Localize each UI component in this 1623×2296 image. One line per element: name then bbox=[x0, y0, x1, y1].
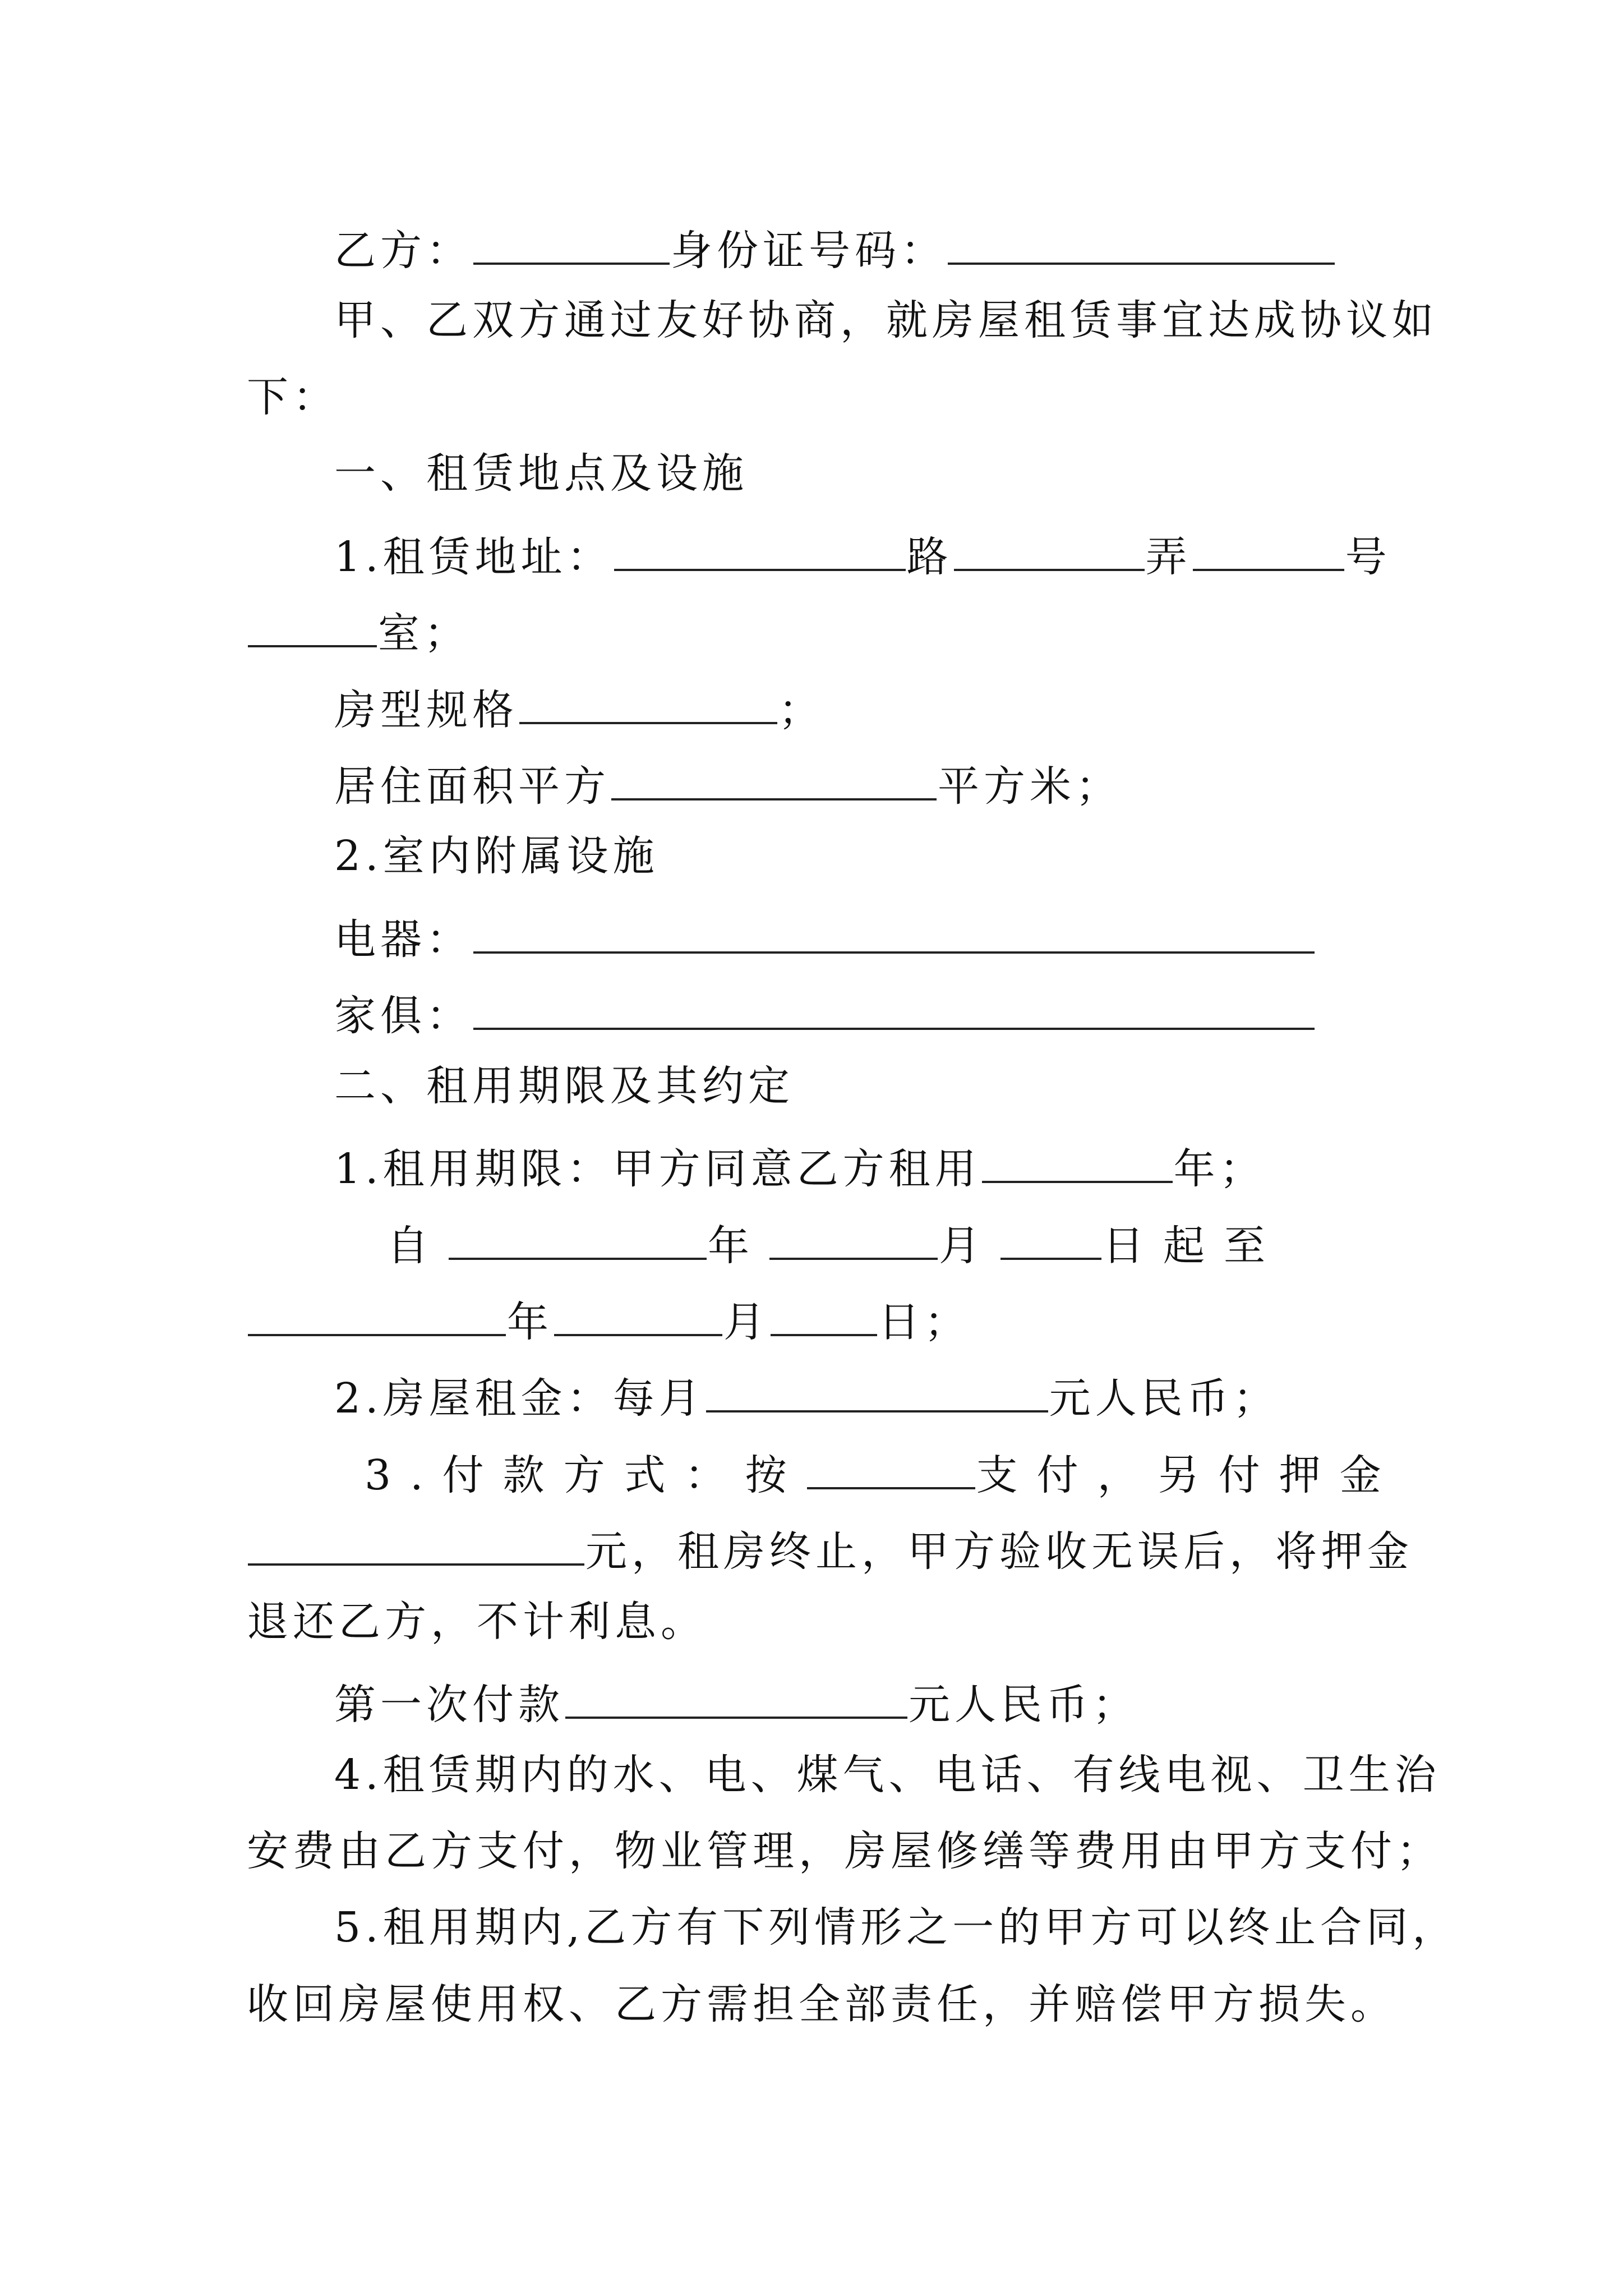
intro-line-1: 甲、乙双方通过友好协商，就房屋租赁事宜达成协议如 bbox=[334, 296, 1438, 344]
term-years-label: 年； bbox=[1173, 1145, 1266, 1193]
id-number-blank[interactable] bbox=[948, 223, 1335, 265]
clause-4-line-1: 4.租赁期内的水、电、煤气、电话、有线电视、卫生治 bbox=[334, 1751, 1441, 1799]
first-payment-label: 第一次付款 bbox=[334, 1681, 564, 1729]
facilities-heading: 2.室内附属设施 bbox=[334, 832, 659, 880]
section-2-heading: 二、租用期限及其约定 bbox=[334, 1062, 794, 1110]
section-1-heading: 一、租赁地点及设施 bbox=[334, 449, 748, 498]
payment-method-blank[interactable] bbox=[807, 1448, 975, 1489]
start-day-label: 日起至 bbox=[1103, 1222, 1284, 1270]
party-b-line bbox=[334, 223, 1336, 275]
start-year-blank[interactable] bbox=[449, 1218, 707, 1260]
deposit-line bbox=[247, 1524, 1413, 1576]
clause-5-line-1: 5.租用期内,乙方有下列情形之一的甲方可以终止合同， bbox=[334, 1903, 1459, 1952]
from-label: 自 bbox=[387, 1222, 448, 1270]
id-number-label: 身份证号码： bbox=[671, 227, 947, 275]
area-label: 居住面积平方 bbox=[334, 762, 610, 811]
start-day-blank[interactable] bbox=[1000, 1218, 1101, 1260]
end-year-label: 年 bbox=[507, 1298, 553, 1346]
room-type-line bbox=[334, 683, 824, 734]
payment-label: 3.付款方式：按 bbox=[365, 1451, 806, 1499]
number-label: 号 bbox=[1345, 533, 1391, 581]
party-b-name-blank[interactable] bbox=[473, 223, 670, 265]
furniture-line bbox=[334, 988, 1316, 1040]
start-year-label: 年 bbox=[708, 1222, 768, 1270]
deposit-amount-blank[interactable] bbox=[248, 1524, 584, 1566]
end-month-label: 月 bbox=[723, 1298, 769, 1346]
lane-blank[interactable] bbox=[954, 530, 1145, 571]
room-label: 室； bbox=[378, 609, 470, 657]
lane-label: 弄 bbox=[1145, 533, 1192, 581]
deposit-label: 支付，另付押金 bbox=[976, 1451, 1400, 1499]
clause-5-line-2: 收回房屋使用权、乙方需担全部责任，并赔偿甲方损失。 bbox=[247, 1980, 1396, 2028]
end-day-label: 日； bbox=[878, 1298, 970, 1346]
area-line bbox=[334, 759, 1122, 811]
end-date-line bbox=[247, 1295, 970, 1346]
term-label: 1.租用期限：甲方同意乙方租用 bbox=[334, 1145, 981, 1193]
first-payment-unit: 元人民币； bbox=[909, 1681, 1138, 1729]
rent-amount-blank[interactable] bbox=[706, 1371, 1048, 1412]
address-line bbox=[334, 530, 1391, 581]
road-label: 路 bbox=[906, 533, 953, 581]
start-month-label: 月 bbox=[939, 1222, 999, 1270]
end-year-blank[interactable] bbox=[248, 1295, 506, 1336]
deposit-refund-line: 退还乙方，不计利息。 bbox=[247, 1598, 707, 1646]
start-month-blank[interactable] bbox=[769, 1218, 938, 1260]
first-payment-line bbox=[334, 1677, 1138, 1729]
deposit-text: 元，租房终止，甲方验收无误后，将押金 bbox=[585, 1527, 1413, 1576]
room-blank[interactable] bbox=[248, 606, 377, 647]
rent-label: 2.房屋租金：每月 bbox=[334, 1374, 705, 1423]
room-type-blank[interactable] bbox=[519, 683, 777, 724]
end-day-blank[interactable] bbox=[771, 1295, 877, 1336]
furniture-label: 家俱： bbox=[334, 992, 472, 1040]
appliances-line bbox=[334, 912, 1316, 964]
first-payment-blank[interactable] bbox=[565, 1677, 907, 1719]
road-blank[interactable] bbox=[614, 530, 906, 571]
start-date-line bbox=[387, 1218, 1284, 1270]
address-label: 1.租赁地址： bbox=[334, 533, 613, 581]
area-unit: 平方米； bbox=[938, 762, 1122, 811]
room-type-label: 房型规格 bbox=[334, 686, 518, 734]
rent-unit: 元人民币； bbox=[1049, 1374, 1279, 1423]
area-blank[interactable] bbox=[611, 759, 937, 800]
end-month-blank[interactable] bbox=[554, 1295, 722, 1336]
room-line bbox=[247, 606, 470, 657]
payment-line bbox=[365, 1448, 1400, 1499]
semicolon: ； bbox=[778, 686, 824, 734]
term-years-blank[interactable] bbox=[982, 1142, 1173, 1183]
appliances-label: 电器： bbox=[334, 915, 472, 964]
party-b-label: 乙方： bbox=[334, 227, 472, 275]
rent-line bbox=[334, 1371, 1279, 1423]
clause-4-line-2: 安费由乙方支付，物业管理，房屋修缮等费用由甲方支付； bbox=[247, 1827, 1442, 1875]
term-line bbox=[334, 1142, 1266, 1193]
number-blank[interactable] bbox=[1193, 530, 1344, 571]
intro-line-2: 下： bbox=[247, 373, 339, 421]
furniture-blank[interactable] bbox=[473, 988, 1315, 1030]
appliances-blank[interactable] bbox=[473, 912, 1315, 954]
